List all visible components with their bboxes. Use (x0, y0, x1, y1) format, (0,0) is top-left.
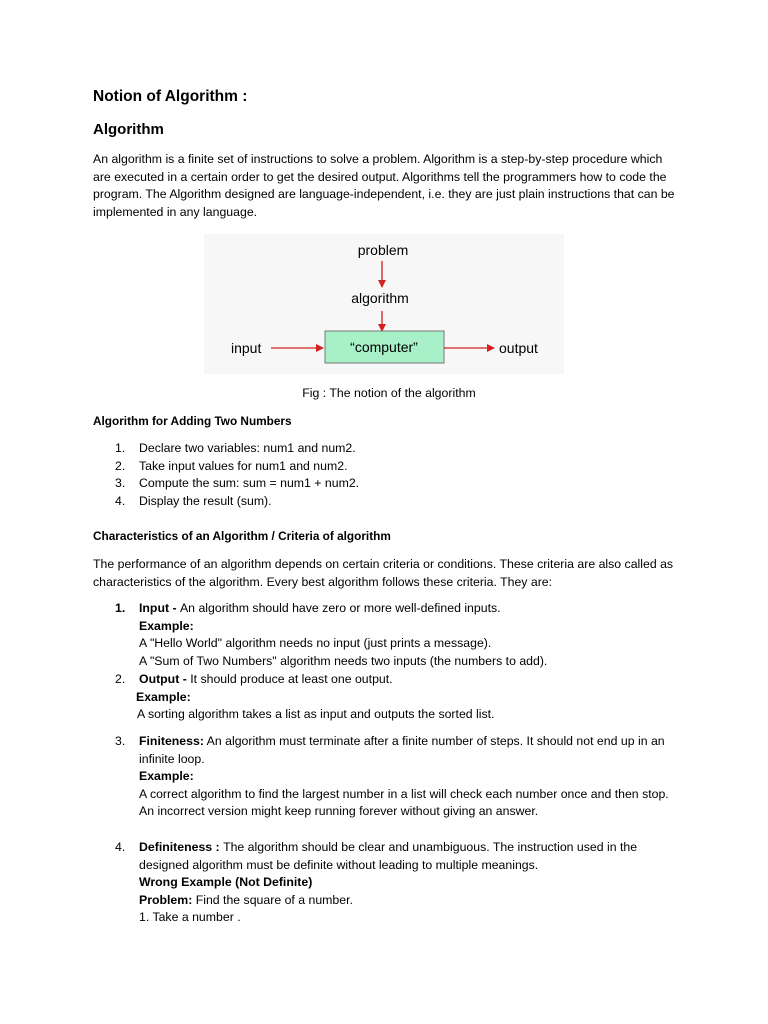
list-item (93, 493, 359, 511)
step-text: Display the result (sum). (139, 493, 272, 508)
example-text: A sorting algorithm takes a list as input and outputs the sorted list. (137, 707, 495, 722)
algorithm-label: algorithm (351, 290, 409, 306)
criterion-input (93, 600, 683, 670)
section-heading: Algorithm (93, 121, 164, 138)
list-item (93, 458, 359, 476)
problem-text: Find the square of a number. (192, 892, 353, 907)
criterion-text: It should produce at least one output. (190, 672, 393, 686)
adding-heading: Algorithm for Adding Two Numbers (93, 414, 292, 428)
criterion-finiteness (93, 733, 683, 821)
criterion-number: 1. (115, 601, 126, 615)
problem-label: problem (357, 242, 409, 258)
wrong-example-label: Wrong Example (Not Definite) (139, 875, 313, 890)
example-label: Example: (139, 618, 194, 633)
example-text: A correct algorithm to find the largest number in a list will check each number once and then stop. An incorrect version might keep running forever without giving an answer. (139, 786, 669, 819)
step-text: Declare two variables: num1 and num2. (139, 441, 356, 455)
figure-caption: Fig : The notion of the algorithm (302, 386, 476, 400)
criterion-text: The algorithm should be clear and unambiguous. The instruction used in the designed algorithm must be definite without leading to multiple meanings. (139, 840, 638, 872)
criterion-text: An algorithm should have zero or more well-defined inputs. (179, 601, 501, 615)
list-item (93, 440, 359, 458)
example-text: A "Hello World" algorithm needs no input (just prints a message). (139, 636, 492, 651)
step-number: 4. (115, 493, 126, 508)
step-number: 3. (115, 476, 126, 491)
criterion-definiteness (93, 839, 683, 927)
step-text: Compute the sum: sum = num1 + num2. (139, 476, 360, 491)
criterion-line (139, 600, 683, 618)
example-label: Example: (139, 769, 194, 784)
criterion-label: Input - (139, 601, 180, 615)
page-title: Notion of Algorithm : (93, 88, 248, 105)
step-text: Take input values for num1 and num2. (139, 458, 348, 473)
list-item (93, 475, 359, 493)
input-label: input (231, 340, 262, 356)
criterion-number: 4. (115, 840, 126, 854)
algorithm-figure (204, 234, 564, 374)
problem-label: Problem: (139, 892, 193, 907)
criterion-text: An algorithm must terminate after a finite number of steps. It should not end up in an infinite loop. (139, 734, 665, 766)
step-number: 2. (115, 458, 126, 473)
computer-label: “computer” (350, 339, 418, 355)
example-text: A "Sum of Two Numbers" algorithm needs two inputs (the numbers to add). (139, 653, 548, 668)
criterion-label: Finiteness: (139, 734, 204, 748)
criterion-number: 3. (115, 734, 126, 748)
example-label: Example: (136, 689, 191, 704)
algorithm-diagram (204, 234, 564, 374)
criterion-output (93, 671, 683, 724)
criterion-number: 2. (115, 672, 126, 686)
intro-paragraph: An algorithm is a finite set of instructions to solve a problem. Algorithm is a step-by-step procedure which are executed in a certain order to get the desired output. Algorithms tell the programmers how to code the program. The Algorithm designed are language-independent, i.e. they are just plain instructions that can be implemented in any language. (93, 152, 675, 219)
adding-steps-list (93, 440, 359, 510)
characteristics-heading: Characteristics of an Algorithm / Criteria of algorithm (93, 529, 391, 543)
example-step: 1. Take a number . (139, 910, 241, 925)
criterion-label: Output - (139, 672, 191, 686)
output-label: output (499, 340, 538, 356)
criterion-label: Definiteness : (139, 840, 224, 854)
step-number: 1. (115, 441, 126, 455)
characteristics-intro: The performance of an algorithm depends on certain criteria or conditions. These criteria are also called as characteristics of the algorithm. Every best algorithm follows these criteria. They are: (93, 557, 674, 589)
